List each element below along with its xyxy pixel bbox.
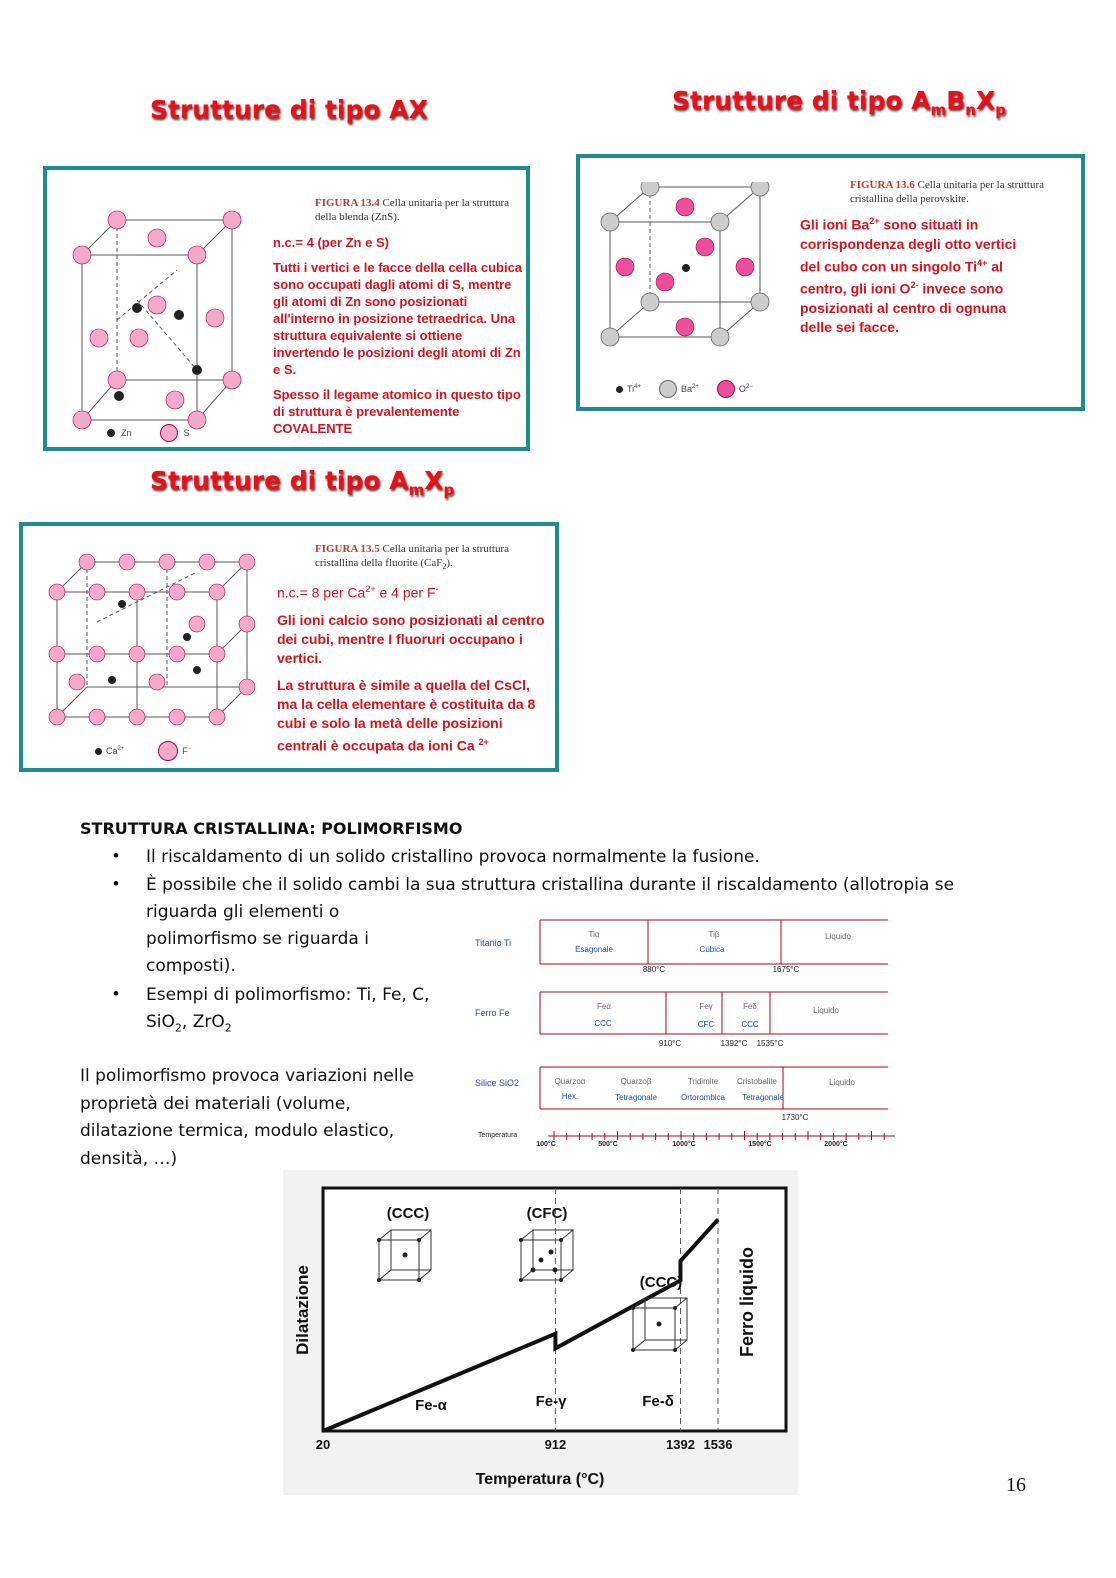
y-axis-label: Dilatazione [293,1265,312,1355]
paragraph-line-2: proprietà dei materiali (volume, [80,1094,351,1114]
si-quartz-alpha: Quarzoα [554,1077,586,1086]
fluorite-description [277,580,547,763]
tick-label-100: 100°C [536,1141,556,1148]
x-axis-label: Temperatura (°C) [475,1471,605,1488]
legend-fluorite [95,741,191,761]
tick-label-2000: 2000°C [824,1141,848,1148]
paragraph-line-1: Il polimorfismo provoca variazioni nelle [80,1066,414,1086]
ti-temp-2: 1675°C [772,965,800,974]
si-tridymite: Tridimite [687,1077,719,1086]
ti-alpha: Tiα [588,930,600,939]
x-tick-label: 912 [544,1437,567,1452]
bullet-2-line-4: composti). [146,956,236,976]
fe-delta-structure: CCC [741,1020,759,1029]
fe-temp-3: 1535°C [756,1039,784,1048]
si-cristobalite: Cristobalite [736,1077,778,1086]
paragraph-line-3: dilatazione termica, modulo elastico, [80,1121,395,1141]
zn-dot-icon [107,429,115,437]
bullet-2-line-2: riguarda gli elementi o [146,902,340,922]
legend-s-label: S [183,428,190,438]
fe-alpha-structure: CCC [594,1019,612,1028]
legend-ca-label: $Ca^{2+}$ [106,746,125,756]
x-tick-label: 1536 [703,1437,733,1452]
fluorite-coordination-number: n.c.= 8 per $Ca^{2+}$ e 4 per F- [277,584,439,601]
perovskite-description: Gli ioni $Ba^{2+}$ sono situati in corrispondenza degli otto vertici del cubo con un singolo $Ti^{4+}$ al centro, gli ioni $O^{2-}$ invece sono posizionati al centro di ognuna delle sei facce. [800,216,1017,335]
zns-paragraph-1: Tutti i vertici e le facce della cella cubica sono occupati dagli atomi di S, mentre gli atomi di Zn sono posizionati all'interno in posizione tetraedrica. Una struttura equivalente si ottiene invertendo le posizioni degli atomi di Zn e S. [273,260,523,377]
zns-description [273,234,523,445]
zns-unit-cell-diagram [57,210,257,440]
bullet-3-line-2: SiO$_2$, ZrO$_2$ [146,1012,232,1035]
tick-label-1500: 1500°C [748,1141,772,1148]
fluorite-paragraph-2: La struttura è simile a quella del CsCl, ma la cella elementare è costituita da 8 cubi e solo la metà delle posizioni centrali è occupata da ioni Ca $^{2+}$ [277,676,536,754]
si-liquid: Liquido [829,1078,855,1087]
ti-dot-icon [616,386,623,393]
figure-caption-13-5: FIGURA 13.5 Cella unitaria per la struttura cristallina della fluorite (CaF$_2$). [315,543,509,572]
fluorite-unit-cell-diagram [37,542,267,732]
structure-label-ccc-delta: (CCC) [639,1274,683,1291]
legend-zns [107,424,190,442]
paragraph-line-4: densità, …) [80,1149,178,1169]
title-amxp: Strutture di tipo $A_mX_p$ [150,466,455,499]
legend-f-label: F− [182,746,192,756]
card-perovskite [576,154,1085,411]
page-number: 16 [1006,1474,1026,1496]
title-ambnxp: Strutture di tipo $A_mB_nX_p$ [672,86,1007,119]
ti-liquid: Liquido [825,932,851,941]
figure-caption-13-4: FIGURA 13.4 Cella unitaria per la struttura della blenda (ZnS). [315,197,509,223]
fluorite-paragraph-1: Gli ioni calcio sono posizionati al centro dei cubi, mentre I fluoruri occupano i vertici. [277,611,545,666]
si-label: Silice SiO2 [475,1078,520,1088]
bullet-2-line-3: polimorfismo se riguarda i [146,929,369,949]
bullet-dot-icon: • [113,984,119,1003]
legend-o-label: $O^{2-}$ [738,384,753,394]
bullet-1: Il riscaldamento di un solido cristallino provoca normalmente la fusione. [146,847,760,867]
phase-diagram-table [470,912,900,1152]
legend-zn-label: Zn [121,428,132,438]
s-circle-icon [160,424,178,442]
bullet-2-line-1: È possibile che il solido cambi la sua struttura cristallina durante il riscaldamento (allotropia se [146,875,955,895]
region-label-fe-delta: Fe-δ [642,1393,674,1410]
x-tick-label: 20 [315,1437,331,1452]
ti-beta-structure: Cubica [699,945,725,954]
bullet-3-line-1: Esempi di polimorfismo: Ti, Fe, C, [146,985,430,1005]
region-label-fe-gamma: Fe-γ [535,1393,567,1410]
bullet-dot-icon: • [113,874,119,893]
ca-dot-icon [95,748,102,755]
title-ax: Strutture di tipo AX [150,95,428,124]
zns-coordination-number: n.c.= 4 (per Zn e S) [273,235,389,250]
perovskite-unit-cell-diagram [590,182,790,352]
fe-temp-1: 910°C [658,1039,682,1048]
ti-beta: Tiβ [708,930,720,939]
si-quartz-beta-structure: Tetragonale [615,1093,657,1102]
figure-caption-13-6: FIGURA 13.6 Cella unitaria per la struttura cristallina della perovskite. [850,179,1044,205]
fe-temp-2: 1392°C [720,1039,748,1048]
region-label-fe-alpha: Fe-α [415,1397,447,1414]
x-tick-label: 1392 [666,1437,695,1452]
bullet-dot-icon: • [113,846,119,865]
si-temp-1: 1730°C [781,1113,809,1122]
fe-gamma: Feγ [699,1002,713,1011]
card-zns [43,166,530,451]
si-tridymite-structure: Ortorombica [680,1093,726,1102]
f-circle-icon [158,741,178,761]
fe-label: Ferro Fe [475,1008,510,1018]
fe-alpha: Feα [597,1002,611,1011]
section-heading: STRUTTURA CRISTALLINA: POLIMORFISMO [80,819,463,838]
temperature-axis-label: Temperatura [478,1132,518,1139]
structure-label-ccc-alpha: (CCC) [386,1205,430,1222]
structure-label-cfc: (CFC) [526,1205,568,1222]
dilatation-chart [283,1170,798,1495]
dilatation-chart-svg [283,1170,798,1495]
ti-label: Titanio Ti [475,938,512,948]
ti-temp-1: 880°C [642,965,666,974]
fe-gamma-structure: CFC [697,1020,715,1029]
card-fluorite [19,522,559,772]
fe-liquid: Liquido [813,1006,839,1015]
legend-ba-label: $Ba^{2+}$ [681,384,699,394]
si-quartz-alpha-structure: Hex. [561,1092,579,1101]
ba-circle-icon [659,380,677,398]
legend-perovskite [616,380,753,398]
liquid-iron-label: Ferro liquido [737,1247,757,1357]
o-circle-icon [717,380,735,398]
si-quartz-beta: Quarzoβ [620,1077,652,1086]
fe-delta: Feδ [743,1002,757,1011]
ti-alpha-structure: Esagonale [575,945,613,954]
legend-ti-label: $Ti^{4+}$ [627,384,642,394]
tick-label-1000: 1000°C [672,1141,696,1148]
zns-paragraph-2: Spesso il legame atomico in questo tipo di struttura è prevalentemente COVALENTE [273,387,521,436]
si-cristobalite-structure: Tetragonale [742,1093,784,1102]
tick-label-500: 500°C [598,1141,618,1148]
